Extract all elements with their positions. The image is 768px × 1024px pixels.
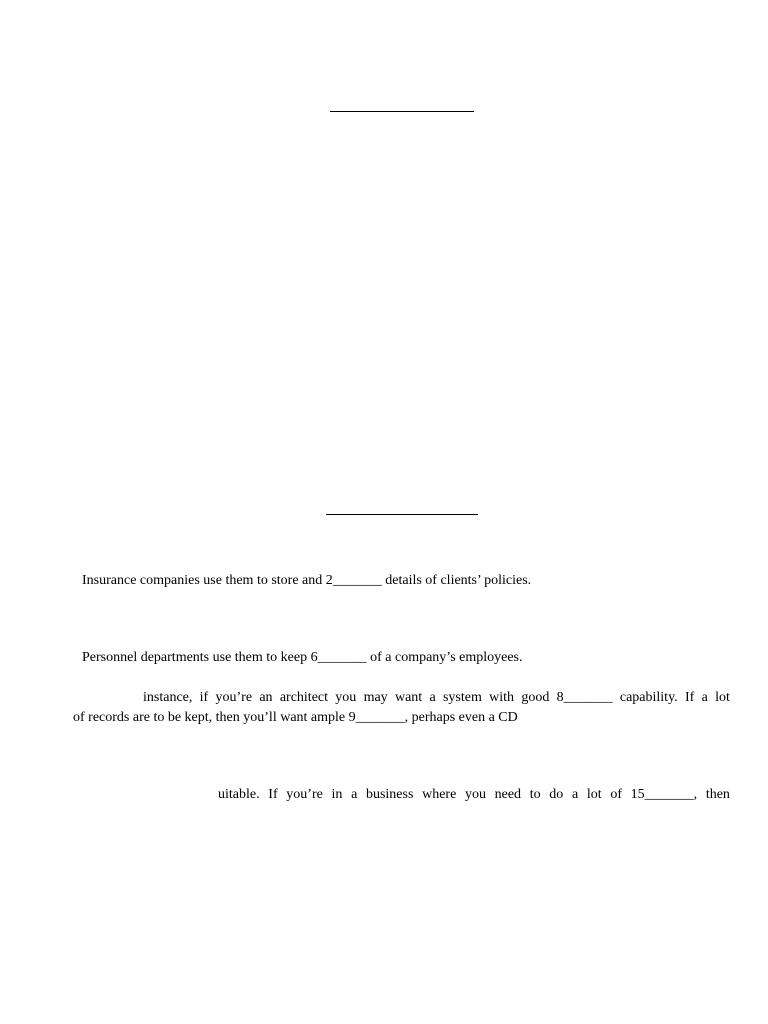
word: you’re (215, 690, 253, 705)
word: a (571, 787, 579, 802)
word: If (684, 690, 695, 705)
text-line-personnel: Personnel departments use them to keep 6_______ of a company’s employees. (82, 650, 523, 665)
word: If (268, 787, 278, 802)
word: to (529, 787, 541, 802)
text-line-records: of records are to be kept, then you’ll want ample 9_______, perhaps even a CD (73, 710, 518, 725)
word: capability. (619, 690, 678, 705)
word: a (701, 690, 708, 705)
word: 8_______ (556, 690, 613, 705)
word: uitable. (218, 787, 260, 802)
word: may (363, 690, 388, 705)
word: a (351, 787, 358, 802)
word: an (259, 690, 273, 705)
word: you (464, 787, 486, 802)
word: with (489, 690, 515, 705)
word: you (335, 690, 357, 705)
title-blank-rule (330, 111, 474, 112)
text-line-business (218, 786, 730, 804)
word: where (422, 787, 457, 802)
word: good (521, 690, 550, 705)
word: if (199, 690, 209, 705)
text-line-insurance: Insurance companies use them to store and 2_______ details of clients’ policies. (82, 573, 532, 588)
word: then (705, 787, 730, 802)
word: 15_______, (630, 787, 698, 802)
text-line-architect (143, 689, 730, 707)
word: lot (586, 787, 602, 802)
section-blank-rule (326, 514, 478, 515)
word: architect (279, 690, 329, 705)
word: system (442, 690, 482, 705)
word: need (494, 787, 522, 802)
word: a (429, 690, 436, 705)
word: you’re (286, 787, 323, 802)
word: lot (715, 690, 730, 705)
word: instance, (143, 690, 193, 705)
word: in (331, 787, 343, 802)
word: business (365, 787, 414, 802)
word: do (549, 787, 564, 802)
word: of (610, 787, 622, 802)
word: want (394, 690, 423, 705)
